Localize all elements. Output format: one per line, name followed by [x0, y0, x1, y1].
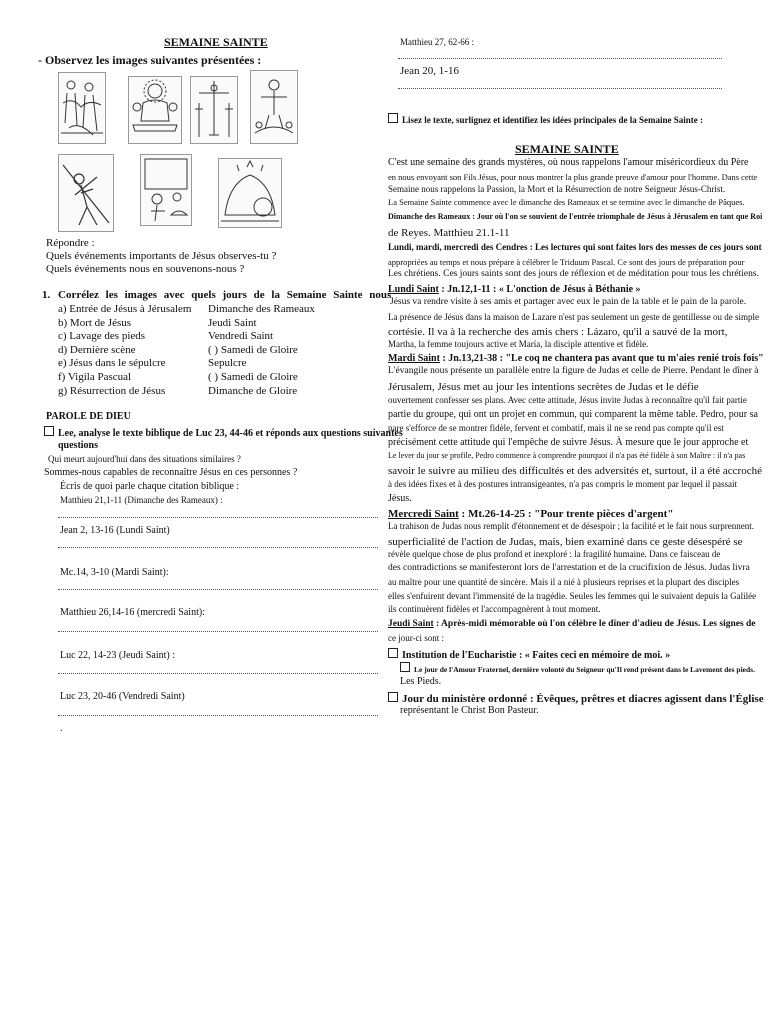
- question-2: Quels événements nous en souvenons-nous ?: [46, 263, 245, 275]
- article-line: [400, 677, 441, 687]
- article-line: [388, 340, 648, 349]
- article-line-text: appropriées au temps et nous prépare à célébrer le Triduum Pascal. Ce sont des jours de préparation pour: [388, 257, 745, 267]
- crucifixion-illustration-icon: [190, 76, 238, 144]
- matching-image-item: c) Lavage des pieds: [58, 330, 146, 343]
- day-heading: Lundi Saint: [388, 284, 439, 295]
- answer-line-matthieu[interactable]: [398, 58, 722, 59]
- article-line: [388, 213, 762, 221]
- article-line-text: pare s'efforce de se montrer fidèle, fervent et combatif, mais il ne se rend pas compte qu'il est: [388, 423, 724, 433]
- resurrection-illustration-icon: [250, 70, 298, 144]
- article-line: [388, 592, 756, 601]
- article-line: [388, 648, 670, 661]
- cross-carrying-illustration-icon: [58, 154, 114, 232]
- matching-day-item[interactable]: Sepulcre: [208, 357, 247, 370]
- article-line: [388, 509, 673, 520]
- article-line: [388, 537, 742, 548]
- answer-line-1[interactable]: [58, 517, 378, 518]
- citation-1: Matthieu 21,1-11 (Dimanche des Rameaux) :: [60, 495, 223, 505]
- citation-5: Luc 22, 14-23 (Jeudi Saint) :: [60, 650, 175, 661]
- article-line: [388, 424, 724, 433]
- day-heading: Jeudi Saint: [388, 619, 434, 629]
- article-line-text: en nous envoyant son Fils Jésus, pour nous montrer la plus grande preuve d'amour pour l'homme. Dans cette: [388, 172, 758, 182]
- article-line-text: Jour du ministère ordonné : Évêques, prêtres et diacres agissent dans l'Église: [402, 693, 764, 705]
- article-line-text: révèle quelque chose de plus profond et inexploré : la fragilité humaine. Dans ce faisceau de: [388, 549, 721, 559]
- article-line-text: C'est une semaine des grands mystères, où nous rappelons l'amour miséricordieux du Père: [388, 157, 749, 168]
- article-line: [388, 480, 737, 489]
- read-instruction-text: Lisez le texte, surlignez et identifiez les idées principales de la Semaine Sainte :: [402, 115, 703, 125]
- checkbox-icon: [400, 662, 410, 672]
- day-heading: Mardi Saint: [388, 353, 440, 364]
- article-line: [388, 564, 750, 574]
- article-line-text: ouvertement confesser ses plans. Avec cette attitude, Jésus invite Judas à reconnaître qu'il fait partie: [388, 395, 747, 405]
- article-line: [388, 198, 745, 207]
- matthieu-ref: Matthieu 27, 62-66 :: [400, 37, 474, 47]
- article-line-text: savoir le suivre au milieu des difficultés et des adversités et, surtout, il a été accroché: [388, 465, 762, 477]
- article-line-text: Jésus.: [388, 493, 412, 504]
- article-line-text: précisément cette attitude qui l'empêche de suivre Jésus. À mesure que le jour approche et: [388, 437, 749, 448]
- article-line-text: cortésie. Il va à la recherche des amis chers : Lázaro, qu'il a sauvé de la mort,: [388, 326, 728, 338]
- article-line-text: représentant le Christ Bon Pasteur.: [400, 705, 539, 716]
- article-line-text: partie du groupe, qui ont un projet en commun, qui comparent la même table. Pedro, pour sa: [388, 409, 758, 420]
- checkbox-icon: [388, 113, 398, 123]
- qui-meurt-question: Qui meurt aujourd'hui dans des situations similaires ?: [48, 454, 241, 464]
- article-line-text: Semaine nous rappelons la Passion, la Mort et la Résurrection de notre Seigneur Jésus-Christ.: [388, 184, 726, 194]
- empty-tomb-illustration-icon: [218, 158, 282, 228]
- article-line-text: Jésus va rendre visite à ses amis et partager avec eux le pain de la table et le pain de la parole.: [390, 297, 747, 307]
- article-line: [400, 706, 539, 716]
- article-line: [388, 620, 756, 630]
- article-line-text: au maître pour une quantité de sincère. Mais il a nié à plusieurs reprises et la plupart des disciples: [388, 577, 740, 587]
- question-1: Quels événements importants de Jésus observes-tu ?: [46, 250, 277, 262]
- sommes-question: Sommes-nous capables de reconnaître Jésus en ces personnes ?: [44, 467, 298, 478]
- article-line-text: Le jour de l'Amour Fraternel, dernière volonté du Seigneur qu'Il rend présent dans le Lavement des pieds.: [414, 665, 755, 674]
- article-line-text: L'évangile nous présente un parallèle entre la figure de Judas et celle de Pierre. Pendant le dîner à: [388, 366, 759, 376]
- article-line: [388, 410, 758, 420]
- ecris-instruction: Écris de quoi parle chaque citation biblique :: [60, 481, 240, 492]
- citation-6: Luc 23, 20-46 (Vendredi Saint): [60, 691, 185, 702]
- article-line: [388, 327, 727, 338]
- article-line: [388, 522, 754, 531]
- article-line: [388, 692, 764, 705]
- article-line: [388, 605, 601, 614]
- article-line-text: Martha, la femme toujours active et María, la disciple attentive et fidèle.: [388, 339, 649, 349]
- last-supper-illustration-icon: [128, 76, 182, 144]
- article-line: [390, 298, 746, 308]
- article-line-text: La trahison de Judas nous remplit d'étonnement et de désespoir ; la facilité et le fait nous surprennent.: [388, 521, 755, 531]
- article-line: [388, 185, 725, 194]
- article-line-text: à des idées fixes et à des postures intransigeantes, n'a pas compris le moment par lequel il passait: [388, 479, 738, 489]
- article-line-text: Mercredi Saint : Mt.26-14-25 : "Pour trente pièces d'argent": [388, 508, 674, 520]
- citation-4: Matthieu 26,14-16 (mercredi Saint):: [60, 607, 205, 618]
- matching-image-item: g) Résurrection de Jésus: [58, 384, 166, 397]
- answer-line-5[interactable]: [58, 673, 378, 674]
- checkbox-icon: [388, 648, 398, 658]
- end-dot: .: [60, 723, 63, 734]
- answer-line-2[interactable]: [58, 547, 378, 548]
- right-title: SEMAINE SAINTE: [515, 142, 619, 156]
- answer-line-3[interactable]: [58, 589, 378, 590]
- article-line-text: Le lever du jour se profile, Pedro commence à comprendre pourquoi il n'a pas été fidèle à son Maître : il n'a pas: [388, 451, 746, 460]
- correlez-instruction: Corrélez les images avec quels jours de la Semaine Sainte nous: [58, 289, 392, 301]
- article-line-text: Les Pieds.: [400, 676, 442, 687]
- article-line-text: Lundi Saint : Jn.12,1-11 : « L'onction de Jésus à Béthanie »: [388, 284, 641, 295]
- questions-label: questions: [58, 440, 99, 451]
- matching-image-item: d) Dernière scène: [58, 343, 136, 356]
- checkbox-icon: [44, 426, 54, 436]
- article-line: [388, 494, 412, 504]
- correlez-number: 1.: [42, 289, 51, 301]
- article-line: [388, 228, 509, 239]
- day-heading: Mercredi Saint: [388, 508, 459, 520]
- lee-instruction: [44, 426, 403, 439]
- article-line: [388, 438, 748, 448]
- lee-text: Lee, analyse le texte biblique de Luc 23, 44-46 et réponds aux questions suivantes: [58, 428, 403, 439]
- matching-day-item[interactable]: Dimanche des Rameaux: [208, 303, 315, 315]
- article-line: [388, 243, 762, 252]
- article-line: [388, 396, 747, 405]
- article-line: [388, 578, 739, 587]
- matching-day-item[interactable]: Dimanche de Gloire: [208, 384, 298, 397]
- article-line: [388, 634, 444, 643]
- article-line-text: La Semaine Sainte commence avec le dimanche des Rameaux et se termine avec le dimanche de Pâques.: [388, 197, 745, 207]
- article-line: [388, 285, 641, 295]
- matching-image-item: e) Jésus dans le sépulcre: [58, 357, 166, 370]
- article-line-text: Jérusalem, Jésus met au jour les intentions secrètes de Judas et le défie: [388, 381, 699, 393]
- article-line: [388, 313, 759, 322]
- left-title: SEMAINE SAINTE: [164, 35, 268, 49]
- article-line-text: des contradictions se manifesteront lors de l'arrestation et de la crucifixion de Jésus. Judas livra: [388, 563, 750, 573]
- article-line-text: de Reyes. Matthieu 21.1-11: [388, 227, 510, 239]
- article-line: [388, 367, 758, 377]
- article-line-text: Lundi, mardi, mercredi des Cendres : Les lectures qui sont faites lors des messes de ces jours sont: [388, 242, 762, 252]
- palm-procession-illustration-icon: [58, 72, 106, 144]
- article-line-text: Dimanche des Rameaux : Jour où l'on se souvient de l'entrée triomphale de Jésus à Jérusalem en tant que Roi: [388, 212, 763, 221]
- article-line: [388, 173, 757, 182]
- article-line: [388, 550, 720, 559]
- read-instruction: [388, 113, 703, 125]
- matching-image-item: b) Mort de Jésus: [58, 316, 132, 329]
- article-line-text: ils continuèrent fidèles et l'accompagnèrent à tout moment.: [388, 604, 601, 614]
- article-line-text: La présence de Jésus dans la maison de Lazare n'est pas seulement un geste de gentillesse ou de simple: [388, 312, 759, 322]
- matching-day-item[interactable]: ( ) Samedi de Gloire: [208, 343, 298, 356]
- checkbox-icon: [388, 692, 398, 702]
- article-line-text: ce jour-ci sont :: [388, 633, 445, 643]
- jean-ref: Jean 20, 1-16: [400, 65, 459, 77]
- article-line-text: elles s'enfuirent devant l'immensité de la tragédie. Seules les femmes qui le suivaient depuis la Galilée: [388, 591, 757, 601]
- article-line-text: Les chrétiens. Ces jours saints sont des jours de réflexion et de méditation pour tous les chrétiens.: [388, 269, 759, 279]
- article-line: [400, 662, 755, 674]
- article-line-text: Jeudi Saint : Après-midi mémorable où l'on célèbre le dîner d'adieu de Jésus. Les signes de: [388, 619, 756, 629]
- washing-feet-illustration-icon: [140, 154, 192, 226]
- matching-day-item[interactable]: Jeudi Saint: [208, 316, 257, 329]
- observe-heading: - Observez les images suivantes présentées :: [38, 53, 262, 67]
- article-line: [388, 466, 762, 477]
- article-line-text: Institution de l'Eucharistie : « Faites ceci en mémoire de moi. »: [402, 650, 671, 661]
- matching-image-item: f) Vigila Pascual: [58, 371, 132, 383]
- article-line: [388, 158, 748, 168]
- parole-heading: PAROLE DE DIEU: [46, 411, 131, 422]
- matching-day-item[interactable]: Vendredi Saint: [208, 330, 274, 343]
- citation-2: Jean 2, 13-16 (Lundi Saint): [60, 525, 170, 536]
- answer-line-6[interactable]: [58, 715, 378, 716]
- answer-line-4[interactable]: [58, 631, 378, 632]
- article-line: [388, 452, 745, 460]
- answer-line-jean[interactable]: [398, 88, 722, 89]
- repondre-label: Répondre :: [46, 237, 95, 249]
- matching-day-item[interactable]: ( ) Samedi de Gloire: [208, 371, 298, 383]
- article-line: [388, 382, 699, 393]
- article-line: [388, 270, 759, 280]
- article-line: [388, 354, 764, 364]
- article-line: [388, 258, 744, 267]
- matching-image-item: a) Entrée de Jésus à Jérusalem: [58, 303, 192, 315]
- article-line-text: Mardi Saint : Jn.13,21-38 : "Le coq ne chantera pas avant que tu m'aies renié trois fois": [388, 353, 764, 364]
- citation-3: Mc.14, 3-10 (Mardi Saint):: [60, 567, 169, 578]
- article-line-text: superficialité de l'action de Judas, mais, bien examiné dans ce geste désespéré se: [388, 536, 743, 548]
